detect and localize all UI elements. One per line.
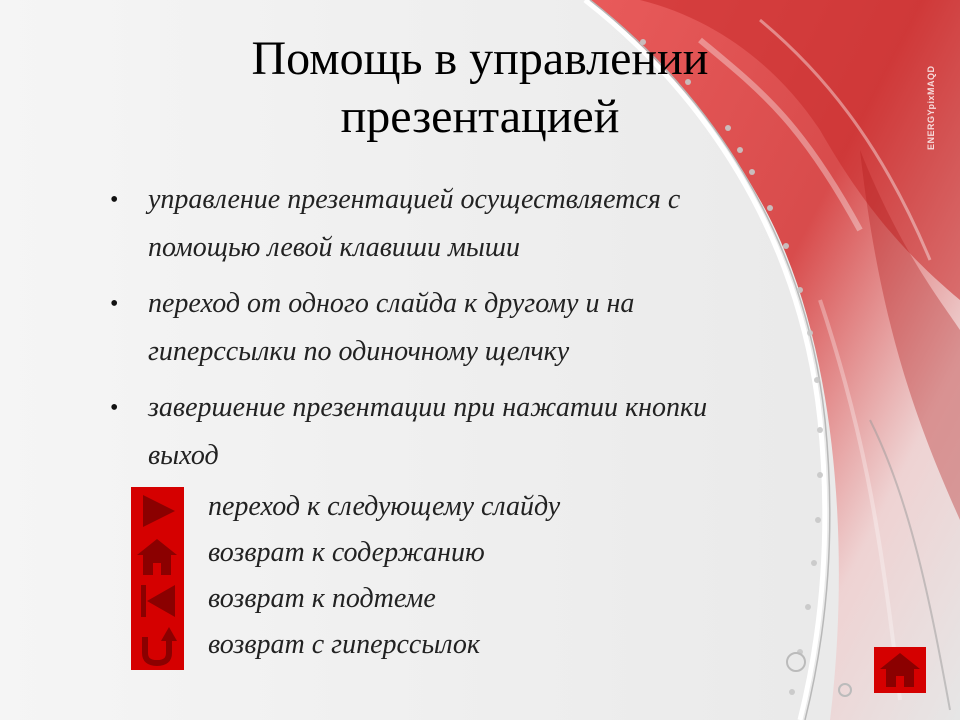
legend-text-hyperlinks: возврат с гиперссылок (208, 629, 480, 660)
watermark-text: ENERGYpixMAQD (926, 65, 936, 150)
bullet-text-line1: завершение презентации при нажатии кнопки (148, 392, 708, 423)
bullet-list (108, 176, 788, 488)
legend-list (208, 484, 560, 668)
slide-title-line1: Помощь в управлении (251, 32, 709, 85)
legend-text-subtopic: возврат к подтеме (208, 583, 436, 614)
bullet-item (108, 280, 788, 376)
slide-title-line2: презентацией (340, 90, 620, 143)
bullet-text-line2: выход (148, 440, 219, 471)
slide-title (150, 30, 810, 146)
u-turn-icon (131, 623, 184, 667)
bullet-text-line2: помощью левой клавиши мыши (148, 232, 521, 263)
legend-icon-strip (131, 487, 184, 670)
bullet-item (108, 384, 788, 480)
bullet-dot: • (110, 291, 119, 317)
bullet-item (108, 176, 788, 272)
bullet-dot: • (110, 395, 119, 421)
bullet-text-line2: гиперссылки по одиночному щелчку (148, 336, 570, 367)
legend-text-contents: возврат к содержанию (208, 537, 485, 568)
play-right-icon (131, 489, 184, 533)
bullet-text-line1: переход от одного слайда к другому и на (148, 288, 635, 319)
legend-text-next-slide: переход к следующему слайду (208, 491, 561, 522)
bullet-text-line1: управление презентацией осуществляется с (148, 184, 681, 215)
home-button[interactable] (874, 647, 926, 693)
home-icon (131, 535, 184, 579)
home-icon (874, 647, 926, 693)
skip-back-icon (131, 579, 184, 623)
bullet-dot: • (110, 187, 119, 213)
